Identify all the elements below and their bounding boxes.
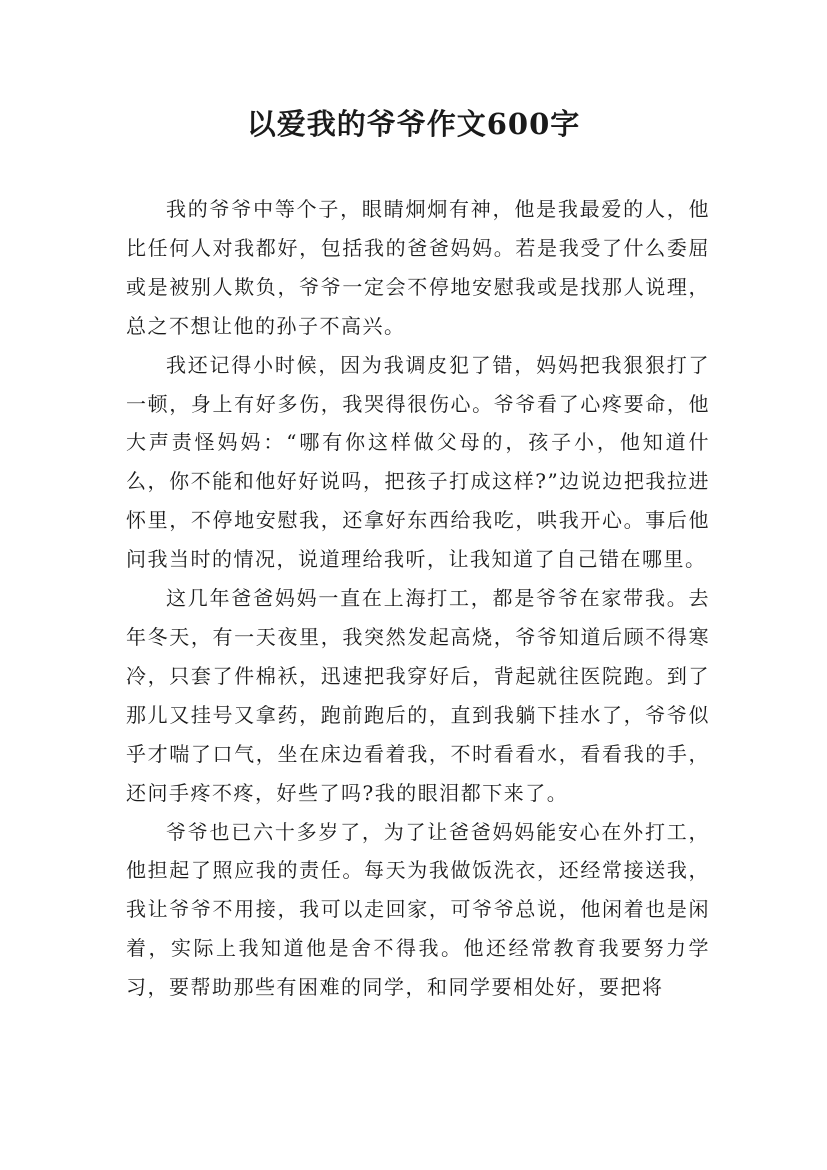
- paragraph-3: 这几年爸爸妈妈一直在上海打工，都是爷爷在家带我。去年冬天，有一天夜里，我突然发起高烧，爷爷知道后顾不得寒冷，只套了件棉袄，迅速把我穿好后，背起就往医院跑。到了那儿又挂号又拿药，跑前跑后的，直到我躺下挂水了，爷爷似乎才喘了口气，坐在床边看着我，不时看看水，看看我的手，还问手疼不疼，好些了吗?我的眼泪都下来了。: [126, 586, 710, 805]
- document-title: 以爱我的爷爷作文600字: [246, 107, 581, 141]
- paragraph-4: 爷爷也已六十多岁了，为了让爸爸妈妈能安心在外打工，他担起了照应我的责任。每天为我做饭洗衣，还经常接送我，我让爷爷不用接，我可以走回家，可爷爷总说，他闲着也是闲着，实际上我知道他是舍不得我。他还经常教育我要努力学习，要帮助那些有困难的同学，和同学要相处好，要把将: [126, 819, 710, 1000]
- paragraph-2: 我还记得小时候，因为我调皮犯了错，妈妈把我狠狠打了一顿，身上有好多伤，我哭得很伤心。爷爷看了心疼要命，他大声责怪妈妈：“哪有你这样做父母的，孩子小，他知道什么，你不能和他好好说吗，把孩子打成这样?”边说边把我拉进怀里，不停地安慰我，还拿好东西给我吃，哄我开心。事后他问我当时的情况，说道理给我听，让我知道了自己错在哪里。: [126, 352, 710, 572]
- document-body: [126, 190, 710, 1007]
- paragraph-1: 我的爷爷中等个子，眼睛炯炯有神，他是我最爱的人，他比任何人对我都好，包括我的爸爸妈妈。若是我受了什么委屈或是被别人欺负，爷爷一定会不停地安慰我或是找那人说理，总之不想让他的孙子不高兴。: [126, 197, 710, 338]
